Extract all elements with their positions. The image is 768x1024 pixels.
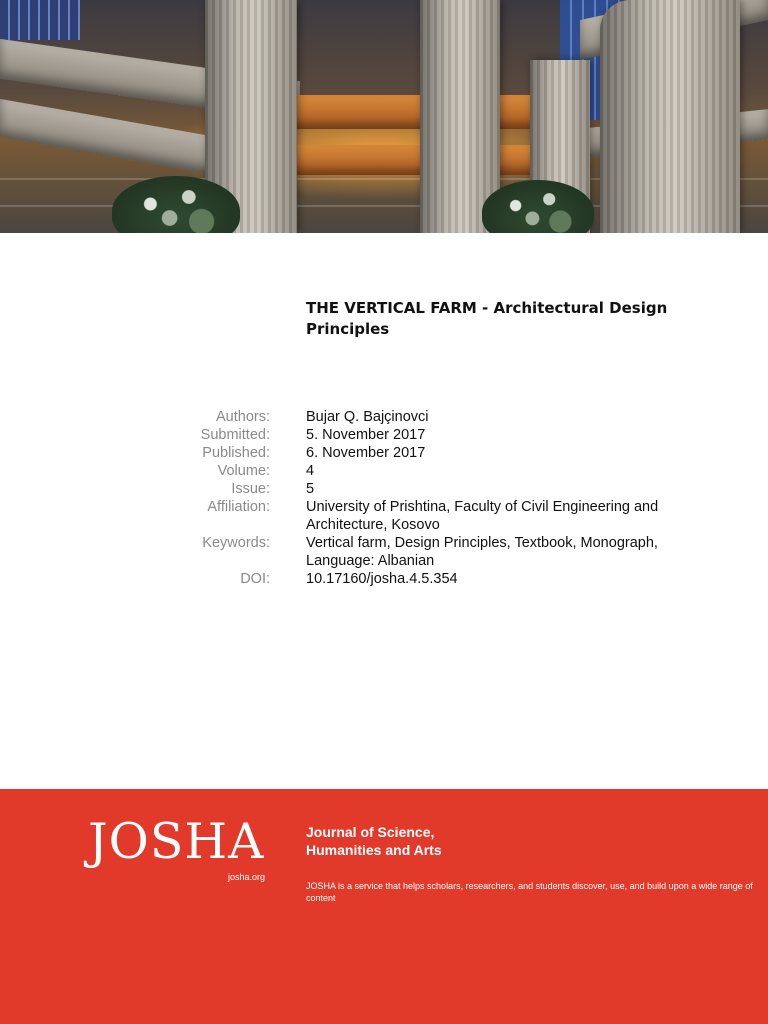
metadata-value: Bujar Q. Bajçinovci [306, 409, 429, 425]
metadata-label: Affiliation: [207, 499, 270, 515]
metadata-label: Published: [202, 445, 270, 461]
balcony-slab [0, 99, 240, 179]
concrete-column [600, 0, 740, 233]
metadata-value: Vertical farm, Design Principles, Textbook, Monograph, Language: Albanian [306, 535, 658, 569]
metadata-row [0, 498, 768, 534]
journal-description: JOSHA is a service that helps scholars, researchers, and students discover, use, and build upon a wide range of content [306, 881, 753, 903]
metadata-row [0, 570, 768, 588]
metadata-value: 4 [306, 463, 315, 479]
journal-name-line: Humanities and Arts [306, 842, 442, 858]
balcony-slab [250, 95, 570, 129]
metadata-row [0, 444, 768, 462]
metadata-row [0, 534, 768, 570]
article-title: THE VERTICAL FARM - Architectural Design Principles [306, 299, 668, 338]
metadata-row [0, 462, 768, 480]
metadata-value: 5 [306, 481, 315, 497]
metadata-label: Authors: [216, 409, 270, 425]
metadata-row [0, 426, 768, 444]
publisher-footer [0, 789, 768, 1024]
metadata-value: 5. November 2017 [306, 427, 426, 443]
metadata-label: Submitted: [200, 427, 270, 443]
josha-logo[interactable]: JOSHA [88, 813, 265, 870]
metadata-label: Keywords: [202, 535, 270, 551]
skylight-left [0, 0, 80, 40]
article-metadata [0, 408, 768, 588]
journal-name-line: Journal of Science, [306, 824, 435, 840]
metadata-row [0, 480, 768, 498]
metadata-label: Volume: [217, 463, 270, 479]
metadata-label: DOI: [240, 571, 270, 587]
metadata-label: Issue: [231, 481, 270, 497]
site-link[interactable]: josha.org [228, 872, 266, 882]
metadata-value: 6. November 2017 [306, 445, 426, 461]
metadata-value: University of Prishtina, Faculty of Civil Engineering and Architecture, Kosovo [306, 499, 659, 533]
cover-photo [0, 0, 768, 233]
doi-link[interactable]: 10.17160/josha.4.5.354 [306, 571, 458, 587]
metadata-row [0, 408, 768, 426]
journal-name [306, 823, 606, 859]
